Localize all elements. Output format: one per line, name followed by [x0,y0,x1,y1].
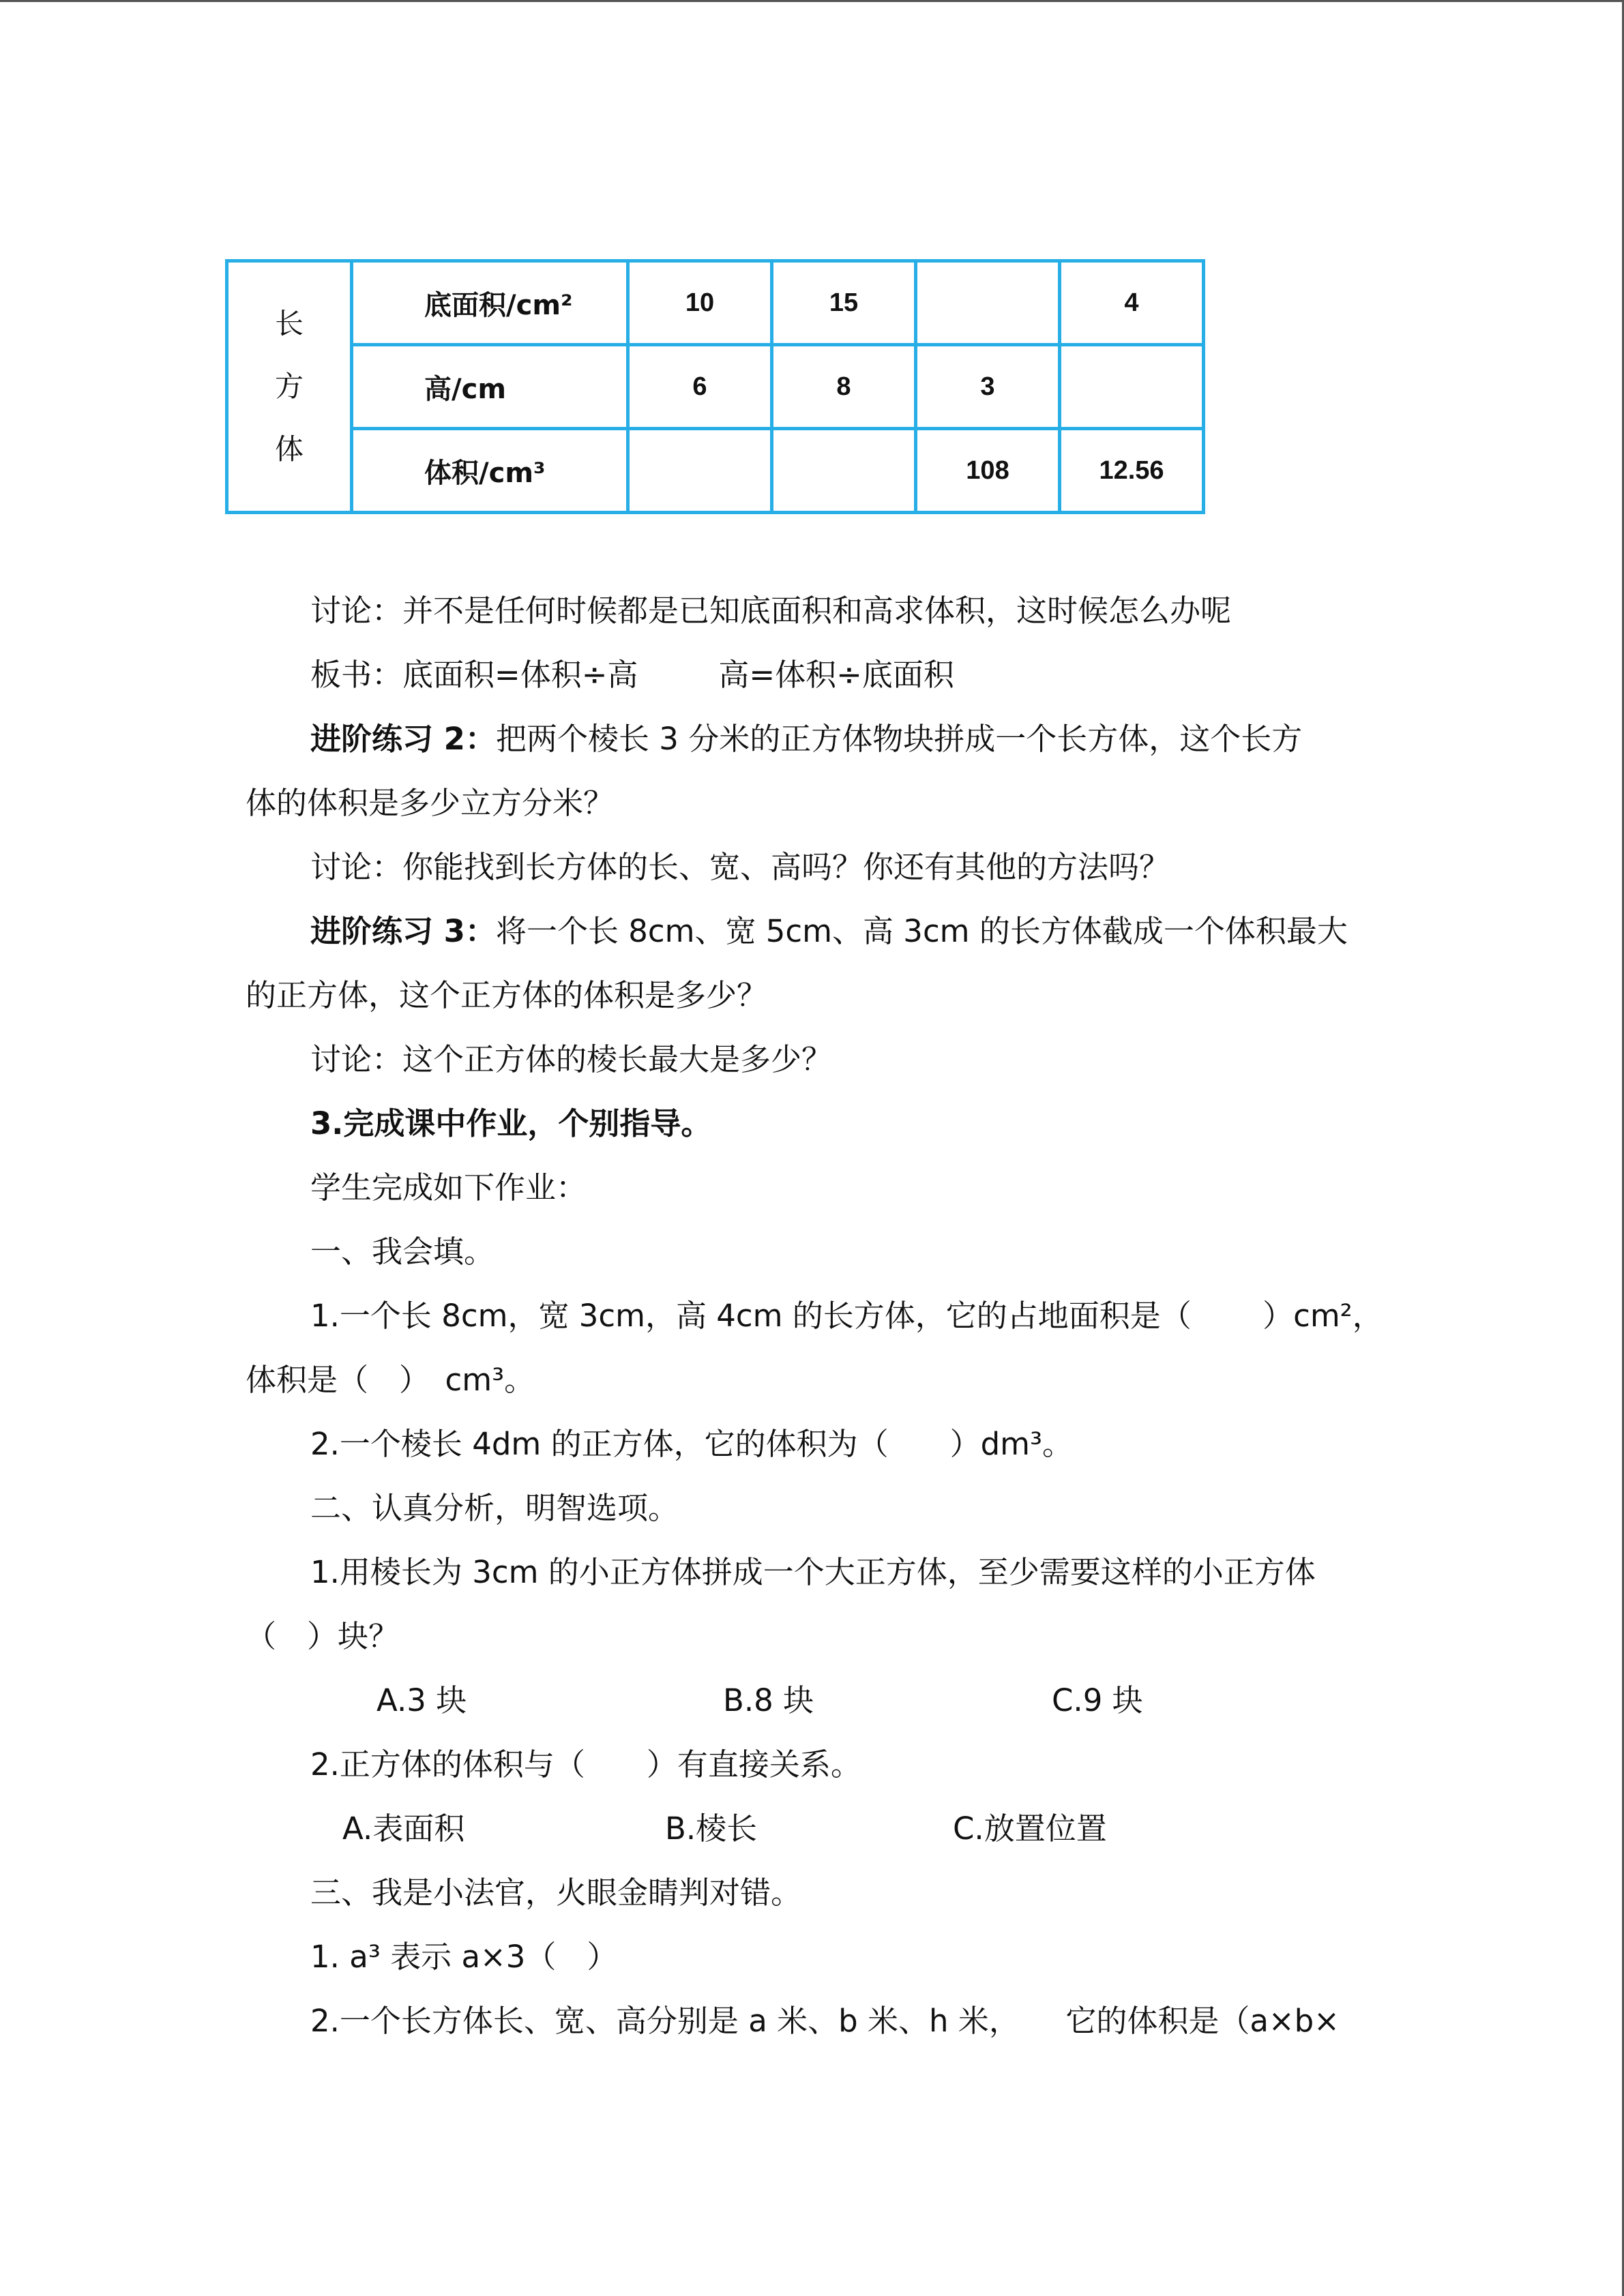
practice-3-title: 进阶练习 3： [310,913,496,949]
table-cell: 10 [628,261,772,345]
practice-3-text: 将一个长 8cm、宽 5cm、高 3cm 的长方体截成一个体积最大 [495,913,1348,949]
option-c: C.9 块 [1052,1682,1143,1718]
table-cell [628,429,772,513]
table-row [227,429,1204,513]
practice-3-continued: 的正方体，这个正方体的体积是多少？ [246,977,768,1013]
table-cell: 6 [628,345,772,429]
table-row [227,261,1204,345]
option-b: B.棱长 [665,1810,758,1847]
practice-2-title: 进阶练习 2： [310,721,496,757]
question-2-1-continued: （ ）块？ [246,1618,400,1654]
option-a: A.3 块 [377,1682,467,1718]
board-note [310,655,954,696]
table-row [227,345,1204,429]
question-2-2: 2.正方体的体积与（ ）有直接关系。 [310,1746,861,1783]
shape-label-char: 体 [274,432,304,466]
question-2-1: 1.用棱长为 3cm 的小正方体拼成一个大正方体，至少需要这样的小正方体 [310,1554,1316,1590]
table-cell: 8 [772,345,916,429]
practice-2-text: 把两个棱长 3 分米的正方体物块拼成一个长方体，这个长方 [495,721,1303,757]
discussion-1: 讨论：并不是任何时候都是已知底面积和高求体积，这时候怎么办呢 [310,593,1232,629]
shape-label-char: 长 [274,307,304,340]
discussion-2: 讨论：你能找到长方体的长、宽、高吗？你还有其他的方法吗？ [310,849,1170,885]
discussion-3: 讨论：这个正方体的棱长最大是多少？ [310,1041,833,1077]
table-cell: 12.56 [1060,429,1204,513]
question-1-2: 2.一个棱长 4dm 的正方体，它的体积为（ ）dm³。 [310,1426,1074,1462]
table-cell: 15 [772,261,916,345]
board-formula-base: 板书：底面积=体积÷高 [310,657,638,693]
option-c: C.放置位置 [953,1810,1107,1847]
question-1-1: 1.一个长 8cm，宽 3cm，高 4cm 的长方体，它的占地面积是（ ）cm²， [310,1298,1383,1334]
table-cell: 3 [916,345,1060,429]
homework-intro: 学生完成如下作业： [310,1169,587,1206]
option-b: B.8 块 [723,1682,814,1718]
question-3-2: 2.一个长方体长、宽、高分别是 a 米、b 米、h 米， 它的体积是（a×b× [310,2003,1340,2039]
question-1-1-continued: 体积是（ ） cm³。 [246,1362,535,1398]
practice-2-continued: 体的体积是多少立方分米？ [246,785,615,821]
table-cell [916,261,1060,345]
part-2-heading: 二、认真分析，明智选项。 [310,1490,679,1526]
table-cell: 108 [916,429,1060,513]
page-top-border [0,0,1624,2]
section-3-heading: 3.完成课中作业，个别指导。 [310,1105,712,1142]
row-header-base-area: 底面积/cm² [352,261,628,345]
question-3-1: 1. a³ 表示 a×3（ ） [310,1939,618,1975]
table-cell: 4 [1060,261,1204,345]
row-header-height: 高/cm [352,345,628,429]
table-cell [1060,345,1204,429]
cuboid-table [225,259,1205,514]
practice-3 [310,911,1348,952]
option-a: A.表面积 [342,1810,465,1847]
shape-label-cell [227,261,352,513]
part-1-heading: 一、我会填。 [310,1234,495,1270]
table-cell [772,429,916,513]
row-header-volume: 体积/cm³ [352,429,628,513]
board-formula-height: 高=体积÷底面积 [718,657,954,693]
shape-label-char: 方 [274,370,304,403]
practice-2 [310,719,1302,760]
part-3-heading: 三、我是小法官，火眼金睛判对错。 [310,1875,802,1911]
